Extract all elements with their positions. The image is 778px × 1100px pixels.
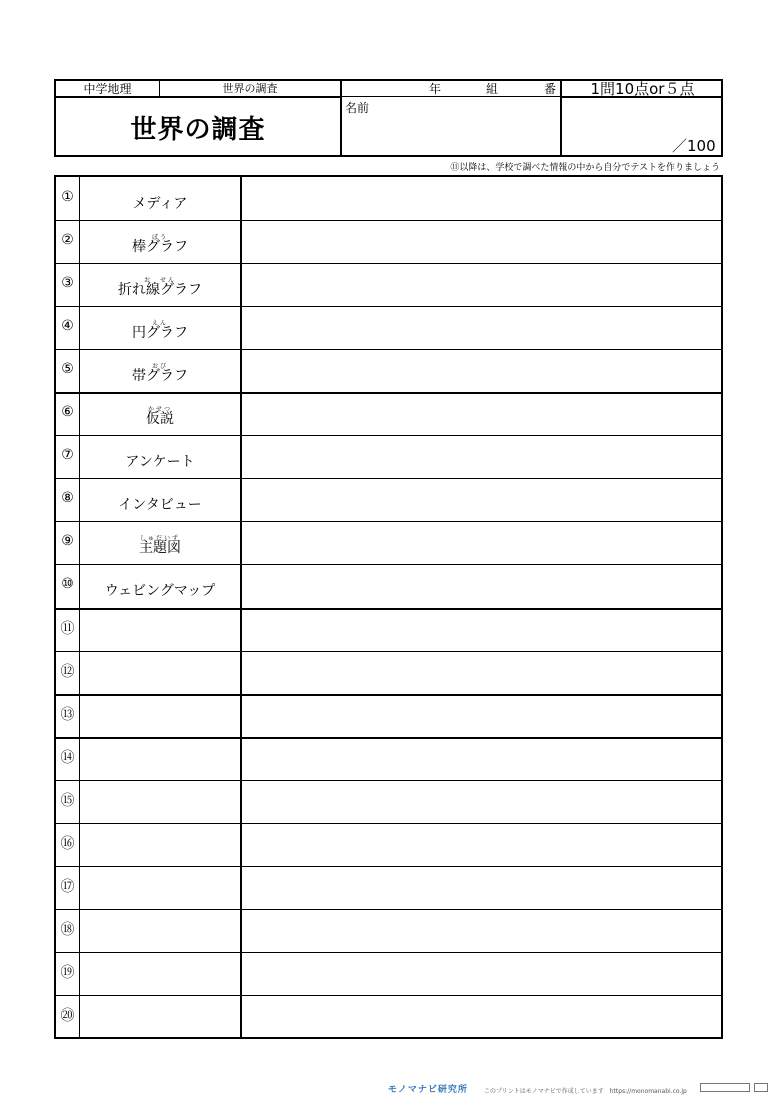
term-label bbox=[80, 708, 240, 732]
table-row bbox=[56, 220, 721, 263]
table-row bbox=[56, 521, 721, 564]
term-cell bbox=[80, 177, 240, 220]
term-label: アンケート bbox=[125, 454, 195, 470]
term-label bbox=[80, 880, 240, 904]
term-ruby: お せん bbox=[143, 277, 176, 284]
term-label: インタビュー bbox=[118, 497, 202, 513]
footer-badge-small bbox=[754, 1083, 768, 1092]
term-cell bbox=[80, 952, 240, 995]
term-label bbox=[80, 966, 240, 990]
question-number: ⑨ bbox=[61, 533, 74, 549]
subject-label: 中学地理 bbox=[83, 81, 132, 96]
answer-field[interactable] bbox=[242, 610, 720, 649]
score-field[interactable] bbox=[562, 98, 667, 156]
answer-field[interactable] bbox=[242, 696, 720, 735]
term-ruby: しゅだいず bbox=[139, 535, 180, 542]
term-label bbox=[80, 923, 240, 947]
table-row bbox=[56, 564, 721, 607]
answer-field[interactable] bbox=[242, 997, 720, 1036]
term-cell bbox=[80, 608, 240, 651]
term-cell bbox=[80, 220, 240, 263]
question-number: ⑩ bbox=[61, 576, 74, 592]
question-number: ⑬ bbox=[60, 707, 75, 723]
term-cell bbox=[80, 564, 240, 607]
term-cell bbox=[80, 780, 240, 823]
term-label: 帯グラフ bbox=[132, 368, 188, 384]
term-label bbox=[80, 751, 240, 775]
table-row bbox=[56, 177, 721, 220]
question-number: ② bbox=[61, 232, 74, 248]
name-field-label: 名前 bbox=[345, 101, 370, 115]
term-cell bbox=[80, 435, 240, 478]
term-cell bbox=[80, 995, 240, 1038]
answer-field[interactable] bbox=[242, 394, 720, 433]
table-row bbox=[56, 866, 721, 909]
year-label: 年 bbox=[428, 81, 441, 96]
question-number: ⑫ bbox=[60, 664, 75, 680]
table-row bbox=[56, 823, 721, 866]
header-row-divider-mid bbox=[341, 96, 561, 97]
score-total: ／100 bbox=[672, 137, 716, 155]
answer-field[interactable] bbox=[242, 222, 720, 261]
term-ruby: えん bbox=[151, 320, 168, 327]
question-number: ⑱ bbox=[60, 922, 75, 938]
table-row bbox=[56, 780, 721, 823]
answer-field[interactable] bbox=[242, 523, 720, 562]
term-cell bbox=[80, 737, 240, 780]
term-label: 仮説 bbox=[146, 411, 174, 427]
answer-field[interactable] bbox=[242, 179, 720, 218]
answer-field[interactable] bbox=[242, 265, 720, 304]
name-field[interactable] bbox=[342, 112, 560, 156]
answer-field[interactable] bbox=[242, 566, 720, 605]
question-number: ⑪ bbox=[60, 621, 75, 637]
question-number: ⑯ bbox=[60, 836, 75, 852]
class-label: 組 bbox=[485, 81, 498, 96]
term-label bbox=[80, 794, 240, 818]
term-label bbox=[80, 665, 240, 689]
instruction-text: ⑪以降は、学校で調べた情報の中から自分でテストを作りましょう bbox=[450, 163, 720, 173]
question-number: ⑤ bbox=[61, 361, 74, 377]
question-number: ① bbox=[61, 189, 74, 205]
question-number: ③ bbox=[61, 275, 74, 291]
question-number: ⑳ bbox=[60, 1008, 75, 1024]
answer-field[interactable] bbox=[242, 437, 720, 476]
question-number: ⑥ bbox=[61, 404, 74, 420]
term-cell bbox=[80, 392, 240, 435]
question-number: ⑰ bbox=[60, 879, 75, 895]
table-row bbox=[56, 435, 721, 478]
footer-badge bbox=[700, 1083, 750, 1092]
answer-field[interactable] bbox=[242, 739, 720, 778]
points-rule: 1問10点or５点 bbox=[590, 79, 695, 98]
table-row bbox=[56, 263, 721, 306]
unit-label: 世界の調査 bbox=[222, 82, 278, 95]
term-cell bbox=[80, 349, 240, 392]
term-ruby: かせつ bbox=[147, 406, 172, 413]
answer-field[interactable] bbox=[242, 868, 720, 907]
answer-field[interactable] bbox=[242, 911, 720, 950]
table-row bbox=[56, 478, 721, 521]
question-number: ⑧ bbox=[61, 490, 74, 506]
term-cell bbox=[80, 478, 240, 521]
question-number: ⑲ bbox=[60, 965, 75, 981]
answer-field[interactable] bbox=[242, 653, 720, 692]
term-ruby: おび bbox=[151, 363, 168, 370]
answer-field[interactable] bbox=[242, 351, 720, 390]
table-row bbox=[56, 349, 721, 392]
term-cell bbox=[80, 866, 240, 909]
term-cell bbox=[80, 823, 240, 866]
question-number: ⑮ bbox=[60, 793, 75, 809]
answer-field[interactable] bbox=[242, 480, 720, 519]
term-cell bbox=[80, 909, 240, 952]
question-table bbox=[54, 175, 723, 1039]
footer-text: このプリントはモノマナビで作成しています https://monomanabi.co.jp bbox=[484, 1088, 687, 1095]
table-row bbox=[56, 608, 721, 651]
term-label bbox=[80, 837, 240, 861]
table-row bbox=[56, 995, 721, 1038]
term-cell bbox=[80, 263, 240, 306]
question-number: ⑭ bbox=[60, 750, 75, 766]
table-row bbox=[56, 737, 721, 780]
term-label bbox=[80, 1009, 240, 1033]
answer-field[interactable] bbox=[242, 825, 720, 864]
term-label: 折れ線グラフ bbox=[118, 282, 202, 298]
term-label: メディア bbox=[132, 196, 188, 212]
term-label: 主題図 bbox=[139, 540, 181, 556]
number-label: 番 bbox=[543, 81, 556, 96]
question-number: ⑦ bbox=[61, 447, 74, 463]
footer-logo: モノマナビ研究所 bbox=[388, 1085, 468, 1095]
table-row bbox=[56, 392, 721, 435]
term-cell bbox=[80, 306, 240, 349]
term-ruby: ぼう bbox=[151, 234, 168, 241]
term-cell bbox=[80, 521, 240, 564]
answer-field[interactable] bbox=[242, 782, 720, 821]
term-cell bbox=[80, 694, 240, 737]
term-cell bbox=[80, 651, 240, 694]
term-label: 円グラフ bbox=[132, 325, 188, 341]
table-row bbox=[56, 909, 721, 952]
worksheet-title: 世界の調査 bbox=[130, 114, 266, 145]
question-number: ④ bbox=[61, 318, 74, 334]
term-label: 棒グラフ bbox=[132, 239, 188, 255]
term-label: ウェビングマップ bbox=[104, 583, 216, 599]
table-row bbox=[56, 952, 721, 995]
table-row bbox=[56, 694, 721, 737]
table-row bbox=[56, 651, 721, 694]
answer-field[interactable] bbox=[242, 308, 720, 347]
term-label bbox=[80, 622, 240, 646]
table-row bbox=[56, 306, 721, 349]
answer-field[interactable] bbox=[242, 954, 720, 993]
